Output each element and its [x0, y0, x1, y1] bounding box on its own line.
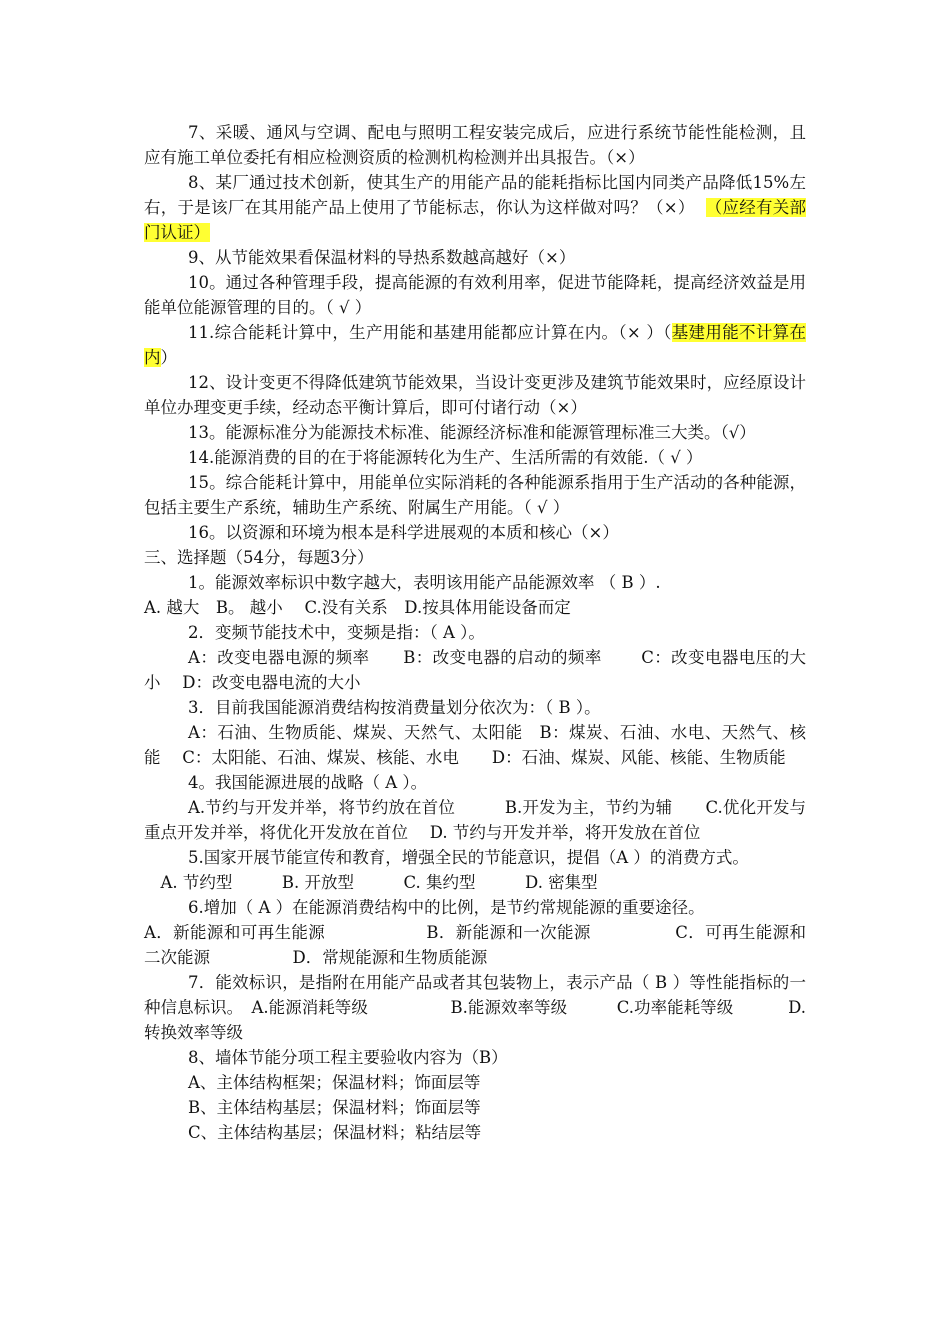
paragraph-text: 7、采暖、通风与空调、配电与照明工程安装完成后，应进行系统节能性能检测，且应有施工单位委托有相应检测资质的检测机构检测并出具报告。（×） — [144, 123, 806, 167]
paragraph-q7 — [144, 120, 806, 170]
highlighted-note: 基建用能不计算在内 — [144, 323, 807, 367]
choice-question-8 — [144, 1045, 806, 1070]
paragraph-q13 — [144, 420, 806, 445]
paragraph-q11 — [144, 320, 806, 370]
paragraph-q16 — [144, 520, 806, 545]
paragraph-text: 6.增加（ A ）在能源消费结构中的比例，是节约常规能源的重要途径。 — [188, 898, 705, 917]
paragraph-q9 — [144, 245, 806, 270]
choice-options-2 — [144, 645, 806, 695]
paragraph-text: C、主体结构基层；保温材料；粘结层等 — [188, 1123, 482, 1142]
paragraph-text: A. 节约型 B. 开放型 C. 集约型 D. 密集型 — [144, 873, 598, 892]
paragraph-text: 1。能源效率标识中数字越大，表明该用能产品能源效率 （ B ）. — [188, 573, 661, 592]
document-page — [144, 120, 806, 1145]
paragraph-text: 14.能源消费的目的在于将能源转化为生产、生活所需的有效能.（ √ ） — [188, 448, 703, 467]
paragraph-text: 11.综合能耗计算中，生产用能和基建用能都应计算在内。（× ）（ — [188, 323, 672, 342]
paragraph-text: 12、设计变更不得降低建筑节能效果，当设计变更涉及建筑节能效果时，应经原设计单位办理变更手续，经动态平衡计算后，即可付诸行动（×） — [144, 373, 806, 417]
paragraph-q8 — [144, 170, 806, 245]
paragraph-text: A.节约与开发并举，将节约放在首位 B.开发为主，节约为辅 C.优化开发与重点开发并举，将优化开发放在首位 D. 节约与开发并举，将开发放在首位 — [144, 798, 806, 842]
paragraph-text: 7．能效标识，是指附在用能产品或者其包装物上，表示产品（ B ）等性能指标的一种信息标识。 A.能源消耗等级 B.能源效率等级 C.功率能耗等级 D. 转换效率等级 — [144, 973, 806, 1042]
paragraph-text: 2．变频节能技术中，变频是指：（ A ）。 — [188, 623, 485, 642]
paragraph-text: A．新能源和可再生能源 B．新能源和一次能源 C．可再生能源和二次能源 D．常规能源和生物质能源 — [144, 923, 806, 967]
choice-question-1 — [144, 570, 806, 595]
section-heading — [144, 545, 806, 570]
choice-question-6 — [144, 895, 806, 920]
paragraph-text: B、主体结构基层；保温材料；饰面层等 — [188, 1098, 481, 1117]
choice-question-7 — [144, 970, 806, 1045]
choice-question-2 — [144, 620, 806, 645]
section-heading-text: 三、选择题（54分，每题3分） — [144, 548, 374, 567]
choice-options-1 — [144, 595, 806, 620]
paragraph-text: 5.国家开展节能宣传和教育，增强全民的节能意识，提倡（A ）的消费方式。 — [188, 848, 749, 867]
paragraph-q15 — [144, 470, 806, 520]
choice-question-5 — [144, 845, 806, 870]
choice-option-8c — [144, 1120, 806, 1145]
choice-question-4 — [144, 770, 806, 795]
choice-options-5 — [144, 870, 806, 895]
paragraph-q10 — [144, 270, 806, 320]
paragraph-text: 8、某厂通过技术创新，使其生产的用能产品的能耗指标比国内同类产品降低15%左右，于是该厂在其用能产品上使用了节能标志，你认为这样做对吗？（×） — [144, 173, 806, 217]
paragraph-text: A. 越大 B。 越小 C.没有关系 D.按具体用能设备而定 — [144, 598, 571, 617]
paragraph-text: 3．目前我国能源消费结构按消费量划分依次为：（ B ）。 — [188, 698, 601, 717]
choice-option-8a — [144, 1070, 806, 1095]
paragraph-text: A、主体结构框架；保温材料；饰面层等 — [188, 1073, 481, 1092]
choice-options-6 — [144, 920, 806, 970]
paragraph-text: 10。通过各种管理手段，提高能源的有效利用率，促进节能降耗，提高经济效益是用能单位能源管理的目的。（ √ ） — [144, 273, 806, 317]
paragraph-text: 8、墙体节能分项工程主要验收内容为（B） — [188, 1048, 508, 1067]
paragraph-text: 4。我国能源进展的战略（ A ）。 — [188, 773, 428, 792]
highlighted-note: （应经有关部门认证） — [144, 198, 807, 242]
choice-options-3 — [144, 720, 806, 770]
paragraph-q14 — [144, 445, 806, 470]
paragraph-q12 — [144, 370, 806, 420]
paragraph-text: 15。综合能耗计算中，用能单位实际消耗的各种能源系指用于生产活动的各种能源，包括主要生产系统，辅助生产系统、附属生产用能。（ √ ） — [144, 473, 806, 517]
choice-option-8b — [144, 1095, 806, 1120]
choice-question-3 — [144, 695, 806, 720]
paragraph-text: 9、从节能效果看保温材料的导热系数越高越好（×） — [188, 248, 576, 267]
paragraph-text: 16。以资源和环境为根本是科学进展观的本质和核心（×） — [188, 523, 619, 542]
paragraph-text-tail: ） — [160, 348, 177, 367]
paragraph-text: A：改变电器电源的频率 B：改变电器的启动的频率 C：改变电器电压的大小 D：改变电器电流的大小 — [144, 648, 806, 692]
choice-options-4 — [144, 795, 806, 845]
paragraph-text: A：石油、生物质能、煤炭、天然气、太阳能 B：煤炭、石油、水电、天然气、核能 C：太阳能、石油、煤炭、核能、水电 D：石油、煤炭、风能、核能、生物质能 — [144, 723, 806, 767]
paragraph-text: 13。能源标准分为能源技术标准、能源经济标准和能源管理标准三大类。（√） — [188, 423, 756, 442]
